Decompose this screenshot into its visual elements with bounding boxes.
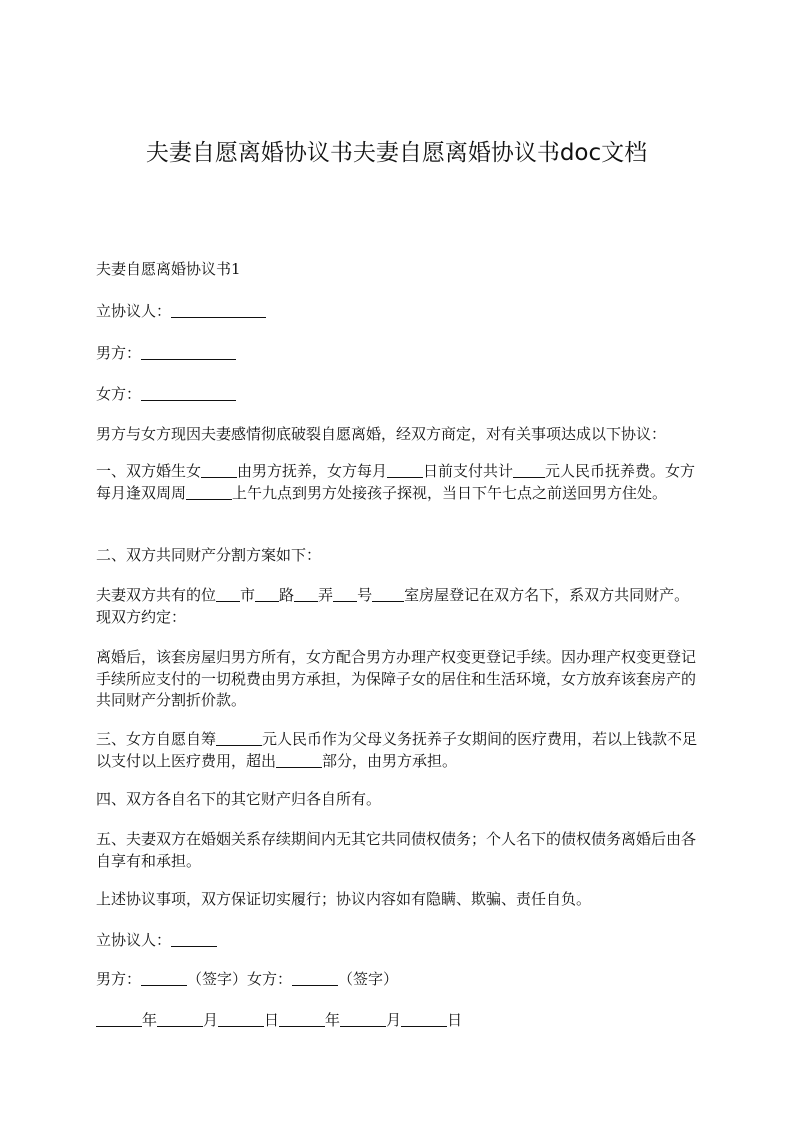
year-label-2: 年: [325, 1011, 341, 1029]
document-title: 夫妻自愿离婚协议书夫妻自愿离婚协议书doc文档: [145, 140, 648, 166]
month-label-2: 月: [386, 1011, 402, 1029]
month-blank-2: [340, 1011, 386, 1027]
clause-2-text-a: 夫妻双方共有的位: [96, 586, 217, 604]
clause-3: [96, 729, 698, 772]
clause-3-blank-a: [216, 730, 262, 746]
male-label: 男方：: [96, 344, 142, 362]
clause-1-blank-a: [201, 462, 237, 478]
clause-3-text-b: 元人民币作为父母义务抚养子女期间的医疗费用，若以上钱款不足以支付以上医疗费用，超出: [96, 730, 698, 770]
clause-3-text-c: 部分，由男方承担。: [322, 751, 458, 770]
party-sign-line: [96, 930, 698, 952]
clause-2-blank-c: [294, 586, 318, 602]
sign-text-1: （签字）女方：: [187, 970, 293, 988]
clause-1-blank-c: [513, 462, 545, 478]
month-blank-1: [157, 1011, 203, 1027]
day-label-2: 日: [447, 1011, 463, 1029]
year-blank-2: [279, 1011, 325, 1027]
party-line: [96, 301, 698, 323]
month-label-1: 月: [203, 1011, 219, 1029]
male-label-2: 男方：: [96, 970, 142, 988]
clause-1-text-e: 上午九点到男方处接孩子探视，当日下午七点之前送回男方住处。: [232, 483, 668, 502]
clause-2-text-c: 路: [279, 586, 295, 604]
intro-paragraph: 男方与女方现因夫妻感情彻底破裂自愿离婚，经双方商定，对有关事项达成以下协议：: [96, 425, 667, 443]
signature-line: [96, 969, 698, 991]
party-label: 立协议人：: [96, 302, 172, 320]
clause-1-blank-d: [186, 484, 232, 500]
clause-1-text-b: 由男方抚养，女方每月: [237, 462, 388, 480]
day-blank-2: [401, 1011, 447, 1027]
female-blank: [141, 385, 236, 401]
clause-2-blank-b: [255, 586, 279, 602]
party-blank: [171, 302, 266, 318]
female-sign-blank: [292, 970, 338, 986]
clause-1-blank-b: [387, 462, 423, 478]
agreement-heading: 夫妻自愿离婚协议书1: [96, 260, 241, 278]
sign-text-2: （签字）: [338, 970, 399, 988]
clause-1: [96, 461, 698, 504]
clause-2-text-e: 号: [357, 586, 373, 604]
clause-2-blank-a: [216, 586, 240, 602]
clause-2-text-b: 市: [240, 586, 256, 604]
clause-2-blank-d: [333, 586, 357, 602]
clause-4: 四、双方各自名下的其它财产归各自所有。: [96, 790, 382, 808]
male-line: [96, 343, 698, 365]
clause-2-property: [96, 585, 698, 628]
clause-1-text-a: 一、双方婚生女: [96, 462, 202, 480]
clause-3-blank-b: [276, 752, 322, 768]
clause-2-blank-e: [372, 586, 404, 602]
clause-1-text-d: 元人民币抚养费。女方每月逢双周周: [96, 462, 696, 502]
guarantee-paragraph: 上述协议事项，双方保证切实履行；协议内容如有隐瞒、欺骗、责任自负。: [96, 890, 592, 908]
year-label-1: 年: [142, 1011, 158, 1029]
year-blank-1: [96, 1011, 142, 1027]
day-label-1: 日: [264, 1011, 280, 1029]
female-label: 女方：: [96, 385, 142, 403]
male-blank: [141, 344, 236, 360]
clause-3-text-a: 三、女方自愿自筹: [96, 730, 217, 748]
clause-2-detail: 离婚后，该套房屋归男方所有，女方配合男方办理产权变更登记手续。因办理产权变更登记手续所应支付的一切税费由男方承担，为保障子女的居住和生活环境，女方放弃该套房产的共同财产分割折价款。: [96, 648, 697, 709]
female-line: [96, 384, 698, 406]
date-line: [96, 1010, 698, 1032]
party-sign-blank: [171, 931, 217, 947]
clause-2-text-d: 弄: [318, 586, 334, 604]
clause-5: 五、夫妻双方在婚姻关系存续期间内无其它共同债权债务；个人名下的债权债务离婚后由各自享有和承担。: [96, 830, 697, 870]
clause-1-text-c: 日前支付共计: [423, 462, 514, 480]
clause-2-title: 二、双方共同财产分割方案如下：: [96, 546, 322, 564]
clause-2-text-f: 室房屋登记在双方名下，系双方共同财产。现双方约定：: [96, 586, 690, 626]
male-sign-blank: [141, 970, 187, 986]
day-blank-1: [218, 1011, 264, 1027]
party-label-2: 立协议人：: [96, 931, 172, 949]
